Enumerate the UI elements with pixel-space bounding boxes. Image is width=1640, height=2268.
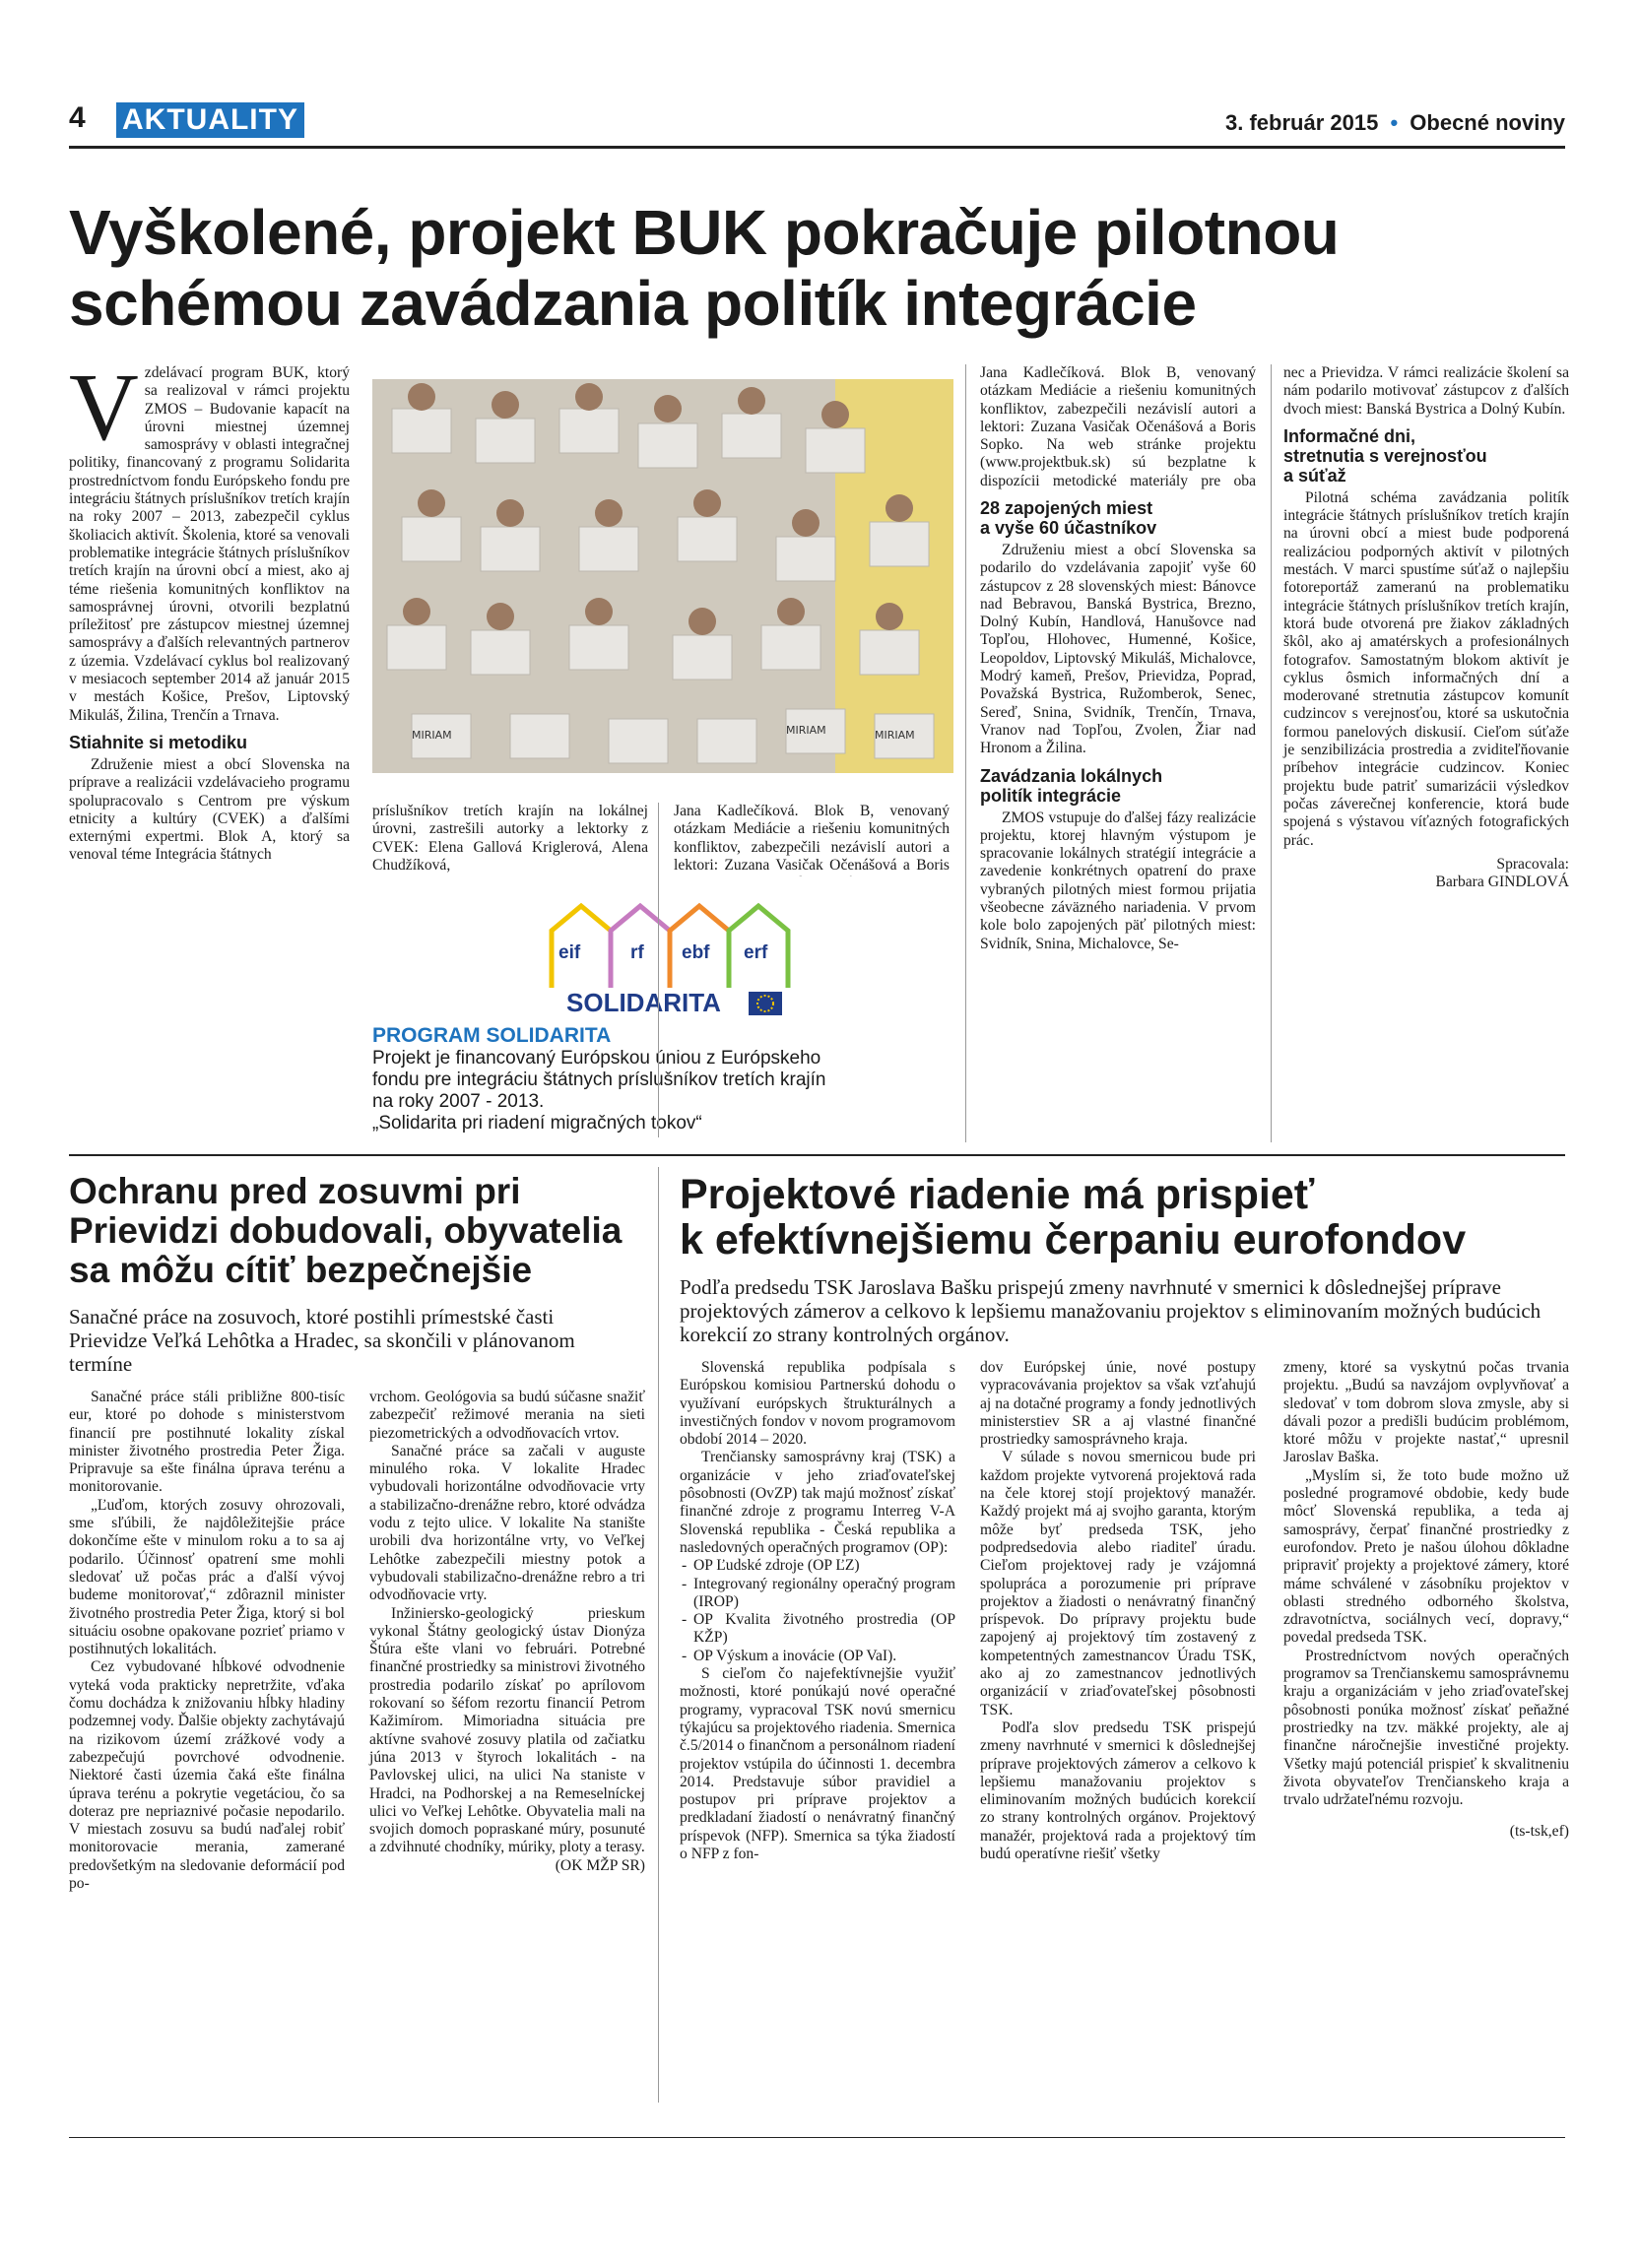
logo-word-eif: eif (558, 942, 581, 963)
footer-rule (69, 2137, 1565, 2138)
article3-paragraph: Podľa slov predsedu TSK prispejú zmeny navrhnuté v smernici k dôslednejšej príprave projektových zámerov a celkovo k lepšiemu manažovaniu projektov s eliminovaním možných budúcich korekcií zo strany kontrolných orgánov. Projektový manažér, projektová rada a projektový tím budú operatívne riešiť všetky (980, 1718, 1256, 1863)
article1-col1 (69, 355, 350, 865)
article1-title-line1: Vyškolené, projekt BUK pokračuje pilotnou (69, 197, 1340, 268)
article3-col3 (1283, 1359, 1569, 1842)
drop-cap: V (69, 355, 139, 461)
article3-col2 (980, 1359, 1256, 1863)
article1-subheading: Stiahnite si metodiku (69, 732, 248, 752)
collage-sign: MIRIAM (786, 724, 826, 737)
collage-sign: MIRIAM (875, 729, 915, 742)
collage-graphic (372, 379, 953, 773)
article1-paragraph: Združenie miest a obcí Slovenska na príprave a realizácii vzdelávacieho programu spolupracovalo s Centrom pre výskum etnicity a kultúry (CVEK) a ďalšími externými expertmi. Blok A, ktorý sa venoval téme Integrácia štátnych (69, 755, 350, 864)
article1-col4 (980, 364, 1256, 953)
article1-title-line2: schémou zavádzania politík integrácie (69, 268, 1197, 339)
article3-title-line1: Projektové riadenie má prispieť (680, 1171, 1315, 1218)
solidarita-text-line: fondu pre integráciu štátnych príslušníkov tretích krajín (372, 1069, 826, 1090)
article1-subheading (1283, 426, 1569, 486)
article2-title (69, 1172, 622, 1290)
column-divider (1271, 364, 1272, 1142)
article2-paragraph: Cez vybudované hĺbkové odvodnenie vyteká voda prakticky nepretržite, vďaka čomu dochádza k znižovaniu hĺbky hladiny podzemnej vody. Ďalšie objekty zachytávajú na rizikovom území zrážkové vody a zabezpečujú povrchové odvodnenie. Niektoré časti územia čaká ešte finálna úprava terénu a pokrytie vegetáciou, čo sa doteraz pre nepriaznivé počasie nepodarilo. V miestach zosuvu sa budú naďalej robiť monitorovacie merania, zamerané predovšetkým na sledovanie deformácií pod po- (69, 1658, 345, 1893)
solidarita-text (372, 1048, 953, 1134)
article3-source: (ts-tsk,ef) (1509, 1823, 1569, 1841)
logo-name: SOLIDARITA (566, 988, 721, 1017)
article1-col5 (1283, 364, 1569, 891)
article3-lead: Podľa predsedu TSK Jaroslava Bašku prispejú zmeny navrhnuté v smernici k dôslednejšej príprave projektových zámerov a celkovo k lepšiemu manažovaniu projektov s eliminovaním možných budúcich korekcií zo strany kontrolných orgánov. (680, 1275, 1542, 1346)
article2-source: (OK MŽP SR) (555, 1856, 645, 1874)
article3-col1 (680, 1359, 955, 1863)
article1-subheading (980, 498, 1256, 538)
article1-title (69, 197, 1339, 339)
article2-paragraph: Sanačné práce sa začali v auguste minulého roka. V lokalite Hradec vybudovali horizontálne odvodňovacie vrty a stabilizačno-drenážne rebro, ktoré odvádza vodu z tejto ulice. V lokalite Na stanište urobili dva horizontálne vrty, vo Veľkej Lehôtke zabezpečili miestny potok a vybudovali stabilizačno-drenážne rebro a tri odvodňovacie vrty. (369, 1442, 645, 1604)
section-rule (69, 1154, 1565, 1156)
subheading-line: a vyše 60 účastníkov (980, 518, 1157, 538)
subheading-line: Informačné dni, (1283, 425, 1416, 446)
subheading-line: a súťaž (1283, 465, 1346, 486)
solidarita-text-line: Projekt je financovaný Európskou úniou z Európskeho (372, 1048, 821, 1069)
article2-paragraph: Inžiniersko-geologický prieskum vykonal Štátny geologický ústav Dionýza Štúra ešte vlani vo februári. Potrebné finančné prostriedky sa ministrovi životného prostredia podarilo získať po aprílovom rokovaní so šéfom rezortu financií Petrom Kažimírom. Mimoriadna situácia pre aktívne svahové zosuvy platila od začiatku júna 2013 v štyroch lokalitách - na Pavlovskej ulici, na ulici Na staniste v Hradci, na Podhorskej a na Remeselníckej ulici vo Veľkej Lehôtke. Obyvatelia mali na svojich domoch popraskané múry, posunuté a zdvihnuté chodníky, múriky, ploty a terasy. (369, 1604, 645, 1856)
article3-paragraph: zmeny, ktoré sa vyskytnú počas trvania projektu. „Budú sa navzájom ovplyvňovať a sledovať v tom dobrom slova zmysle, aby si dávali pozor a predišli budúcim problémom, ktoré môžu v projekte nastať,“ upresnil Jaroslav Baška. (1283, 1359, 1569, 1466)
article3-paragraph: Trenčiansky samosprávny kraj (TSK) a organizácie v jeho zriaďovateľskej pôsobnosti (OvZP) tak majú možnosť získať finančné zdroje z programu Interreg V-A Slovenská republika - Česká republika a nasledovných operačných programov (OP): (680, 1449, 955, 1556)
article1-paragraph: Združeniu miest a obcí Slovenska sa podarilo do vzdelávania zapojiť vyše 60 zástupcov z 28 slovenských miest: Bánovce nad Bebravou, Banská Bystrica, Brezno, Dolný Kubín, Handlová, Hanušovce nad Topľou, Hlohovec, Humenné, Košice, Leopoldov, Liptovský Mikuláš, Michalovce, Modrý kameň, Prešov, Prievidza, Poprad, Považská Bystrica, Ružomberok, Senec, Sereď, Snina, Svidník, Trenčín, Trnava, Vranov nad Topľou, Zvolen, Žiar nad Hronom a Žilina. (980, 542, 1256, 757)
credit-label: Spracovala: (1496, 855, 1569, 873)
section-tag: AKTUALITY (116, 102, 304, 138)
subheading-line: politík integrácie (980, 785, 1122, 806)
article1-paragraph: nec a Prievidza. V rámci realizácie školení sa nám podarilo motivovať zástupcov z ďalších dvoch miest: Banská Bystrica a Dolný Kubín. (1283, 364, 1569, 418)
article1-paragraph: zdelávací program BUK, ktorý sa realizoval v rámci projektu ZMOS – Budovanie kapacít na úrovni miestnej územnej samosprávy v oblasti integračnej politiky, financovaný z programu Solidarita prostredníctvom fondu Európskeho fondu pre integráciu štátnych príslušníkov tretích krajín na roky 2007 – 2013, zabezpečil cyklus školiacich aktivít. Školenia, ktoré sa venovali problematike integrácie štátnych príslušníkov tretích krajín na úrovni obcí a miest, ako aj téme riešenia komunitných konfliktov na samosprávnej úrovni, otvorili bezplatnú príležitosť pre zástupcov miestnej územnej samosprávy a ďalších relevantných partnerov z územia. Vzdelávací cyklus bol realizovaný v mesiacoch september 2014 až január 2015 v mestách Košice, Prešov, Liptovský Mikuláš, Žilina, Trenčín a Trnava. (69, 364, 350, 724)
credit-name: Barbara GINDLOVÁ (1435, 874, 1569, 891)
article2-lead: Sanačné práce na zosuvoch, ktoré postihli prímestské časti Prievidze Veľká Lehôtka a Hradec, sa skončili v plánovanom termíne (69, 1305, 575, 1376)
publication-name: Obecné noviny (1410, 110, 1565, 135)
page-number: 4 (69, 101, 86, 134)
programs-list-item: - OP Kvalita životného prostredia (OP KŽP) (680, 1611, 955, 1648)
programs-list-item: - OP Ľudské zdroje (OP ĽZ) (680, 1557, 955, 1575)
column-divider (965, 364, 966, 1142)
article2-title-line2: Prievidzi dobudovali, obyvatelia (69, 1210, 623, 1251)
article3-paragraph: V súlade s novou smernicou bude pri každom projekte vytvorená projektová rada na čele ktorej stojí projektový manažér. Každý projekt má aj svojho garanta, ktorým môže byť predseda TSK, jeho podpredsedovia alebo riaditeľ úradu. Cieľom projektovej rady je vzájomná spolupráca a porozumenie pri príprave projektov a žiadosti o nenávratný finančný príspevok. Do prípravy projektu bude zapojený aj projektový tím zostavený z kompetentných zamestnancov Úradu TSK, ako aj zo zamestnancov jednotlivých organizácií v zriaďovateľskej pôsobnosti TSK. (980, 1449, 1256, 1718)
solidarita-text-line: na roky 2007 - 2013. (372, 1091, 545, 1112)
solidarita-logo (547, 901, 793, 1019)
article1-paragraph: ZMOS vstupuje do ďalšej fázy realizácie projektu, ktorej hlavným výstupom je spracovanie lokálnych stratégií integrácie a zavedenie konkrétnych opatrení do praxe vybraných pilotných miest formou prijatia všeobecne záväzného nariadenia. V prvom kole bolo zapojených päť pilotných miest: Svidník, Snina, Michalovce, Se- (980, 809, 1256, 952)
logo-word-ebf: ebf (682, 942, 710, 963)
column-divider (658, 1167, 659, 2103)
article2-paragraph: Sanačné práce stáli približne 800-tisíc eur, ktoré po dohode s ministerstvom financií pre postihnuté lokality získal minister životného prostredia Peter Žiga. Pripravuje sa ešte finálna úprava terénu a monitorovanie. (69, 1389, 345, 1496)
article2-paragraph: vrchom. Geológovia sa budú súčasne snažiť zabezpečiť režimové merania na sieti piezometrických a odvodňovacích vrtov. (369, 1389, 645, 1442)
issue-info (1225, 110, 1565, 136)
article2-paragraph: „Ľuďom, ktorých zosuvy ohrozovali, sme sľúbili, že najdôležitejšie práce dokončíme ešte v minulom roku a to sa aj podarilo. Účinnosť opatrení sme mohli sledovať už počas prác a ďalší vývoj budeme monitorovať,“ zdôraznil minister životného prostredia Peter Žiga, ktorý si bol situáciu osobne opakovane pozrieť priamo v postihnutých lokalitách. (69, 1496, 345, 1658)
article3-paragraph: „Myslím si, že toto bude možno už posledné programové obdobie, kedy bude môcť Slovenská republika, a teda aj samosprávy, čerpať finančné prostriedky z eurofondov. Preto je našou úlohou dôkladne pripraviť projekty a projektové zámery, ktoré máme schválené v zásobníku projektov v oblasti stredného odborného školstva, zdravotníctva, sociálnych vecí, dopravy,“ povedal predseda TSK. (1283, 1466, 1569, 1647)
subheading-line: stretnutia s verejnosťou (1283, 445, 1487, 466)
programs-list-item: - Integrovaný regionálny operačný program (IROP) (680, 1576, 955, 1612)
article1-credit (1283, 856, 1569, 892)
article1-paragraph: Pilotná schéma zavádzania politík integrácie štátnych príslušníkov tretích krajín na úrovni obcí a miest bude podporená realizáciou podporných aktivít v pilotných mestách. V marci spustíme súťaž o najlepšiu fotoreportáž zameranú na problematiku integrácie štátnych príslušníkov tretích krajín, ktorá bude otvorená pre žiakov základných škôl, ako aj amatérskych a profesionálnych fotografov. Samostatným blokom aktivít je cyklus ôsmich informačných dní a moderované stretnutia zástupcov komunít cudzincov s verejnosťou, ktoré sa uskutočnia formou panelových diskusií. Cieľom súťaže je senzibilizácia prostredia a zviditeľňovanie príbehov integrácie cudzincov. Koniec projektu bude patriť sumarizácii výsledkov počas záverečnej konferencie, ktorá bude spojená s výstavou víťazných fotografických prác. (1283, 488, 1569, 849)
solidarita-houses-graphic (547, 901, 793, 1019)
article1-paragraph: Jana Kadlečíková. Blok B, venovaný otázkam Mediácie a riešeniu komunitných konfliktov, zabezpečili nezávislí autori a lektori: Zuzana Vasičak Očenášová a Boris Sopko. Na web stránke projektu (www.projektbuk.sk) sú bezplatne k dispozícii metodické materiály pre oba (980, 364, 1256, 489)
subheading-line: Zavádzania lokálnych (980, 765, 1163, 786)
separator-dot: • (1390, 110, 1399, 135)
issue-date: 3. február 2015 (1225, 110, 1379, 135)
column-divider (658, 803, 659, 1137)
article2-title-line1: Ochranu pred zosuvmi pri (69, 1171, 521, 1211)
article3-title-line2: k efektívnejšiemu čerpaniu eurofondov (680, 1216, 1467, 1264)
article3-paragraph: Slovenská republika podpísala s Európskou komisiou Partnerskú dohodu o využívaní európskych štrukturálnych a investičných fondov v novom programovom období 2014 – 2020. (680, 1359, 955, 1449)
header-rule (69, 146, 1565, 149)
logo-word-rf: rf (630, 942, 644, 963)
programs-list (680, 1557, 955, 1665)
solidarita-heading: PROGRAM SOLIDARITA (372, 1024, 612, 1047)
article3-paragraph: dov Európskej únie, nové postupy vypracovávania projektov sa však vzťahujú aj na dotačné programy a fondy jednotlivých ministerstiev SR a aj vlastné finančné prostriedky samosprávneho kraja. (980, 1359, 1256, 1449)
photo-collage (372, 379, 953, 773)
article1-col3 (674, 803, 950, 876)
article3-paragraph: Prostredníctvom nových operačných programov sa Trenčianskemu samosprávnemu kraju a organizáciám v jeho zriaďovateľskej pôsobnosti ponúka možnosť získať peňažné prostriedky na tzv. mäkké projekty, ale aj finančne náročnejšie investičné projekty. Všetky majú potenciál prispieť k skvalitneniu života obyvateľov Trenčianskeho kraja a trvalo udržateľnému rozvoju. (1283, 1647, 1569, 1809)
article1-paragraph: Jana Kadlečíková. Blok B, venovaný otázkam Mediácie a riešeniu komunitných konfliktov, zabezpečili nezávislí autori a lektori: Zuzana Vasičak Očenášová a Boris (674, 803, 950, 874)
article3-title (680, 1172, 1466, 1263)
article2-col2 (369, 1389, 645, 1875)
article2-title-line3: sa môžu cítiť bezpečnejšie (69, 1250, 533, 1290)
logo-word-erf: erf (744, 942, 768, 963)
article1-col2 (372, 803, 648, 875)
solidarita-text-line: „Solidarita pri riadení migračných tokov“ (372, 1113, 702, 1134)
collage-sign: MIRIAM (412, 729, 452, 742)
article2-col1 (69, 1389, 345, 1893)
article3-paragraph: S cieľom čo najefektívnejšie využiť možnosti, ktoré ponúkajú nové operačné programy, vypracoval TSK novú smernicu týkajúcu sa projektového riadenia. Smernica č.5/2014 o finančnom a personálnom riadení projektov vstúpila do účinnosti 1. decembra 2014. Predstavuje súbor pravidiel a postupov pri príprave projektov a predkladaní žiadostí o nenávratný finančný príspevok (NFP). Smernica sa týka žiadostí o NFP z fon- (680, 1665, 955, 1863)
programs-list-item: - OP Výskum a inovácie (OP VaI). (680, 1648, 955, 1665)
article1-paragraph: príslušníkov tretích krajín na lokálnej úrovni, zastrešili autorky a lektorky z CVEK: Elena Gallová Kriglerová, Alena Chudžíková, (372, 803, 648, 874)
article1-subheading (980, 766, 1256, 806)
subheading-line: 28 zapojených miest (980, 498, 1153, 518)
